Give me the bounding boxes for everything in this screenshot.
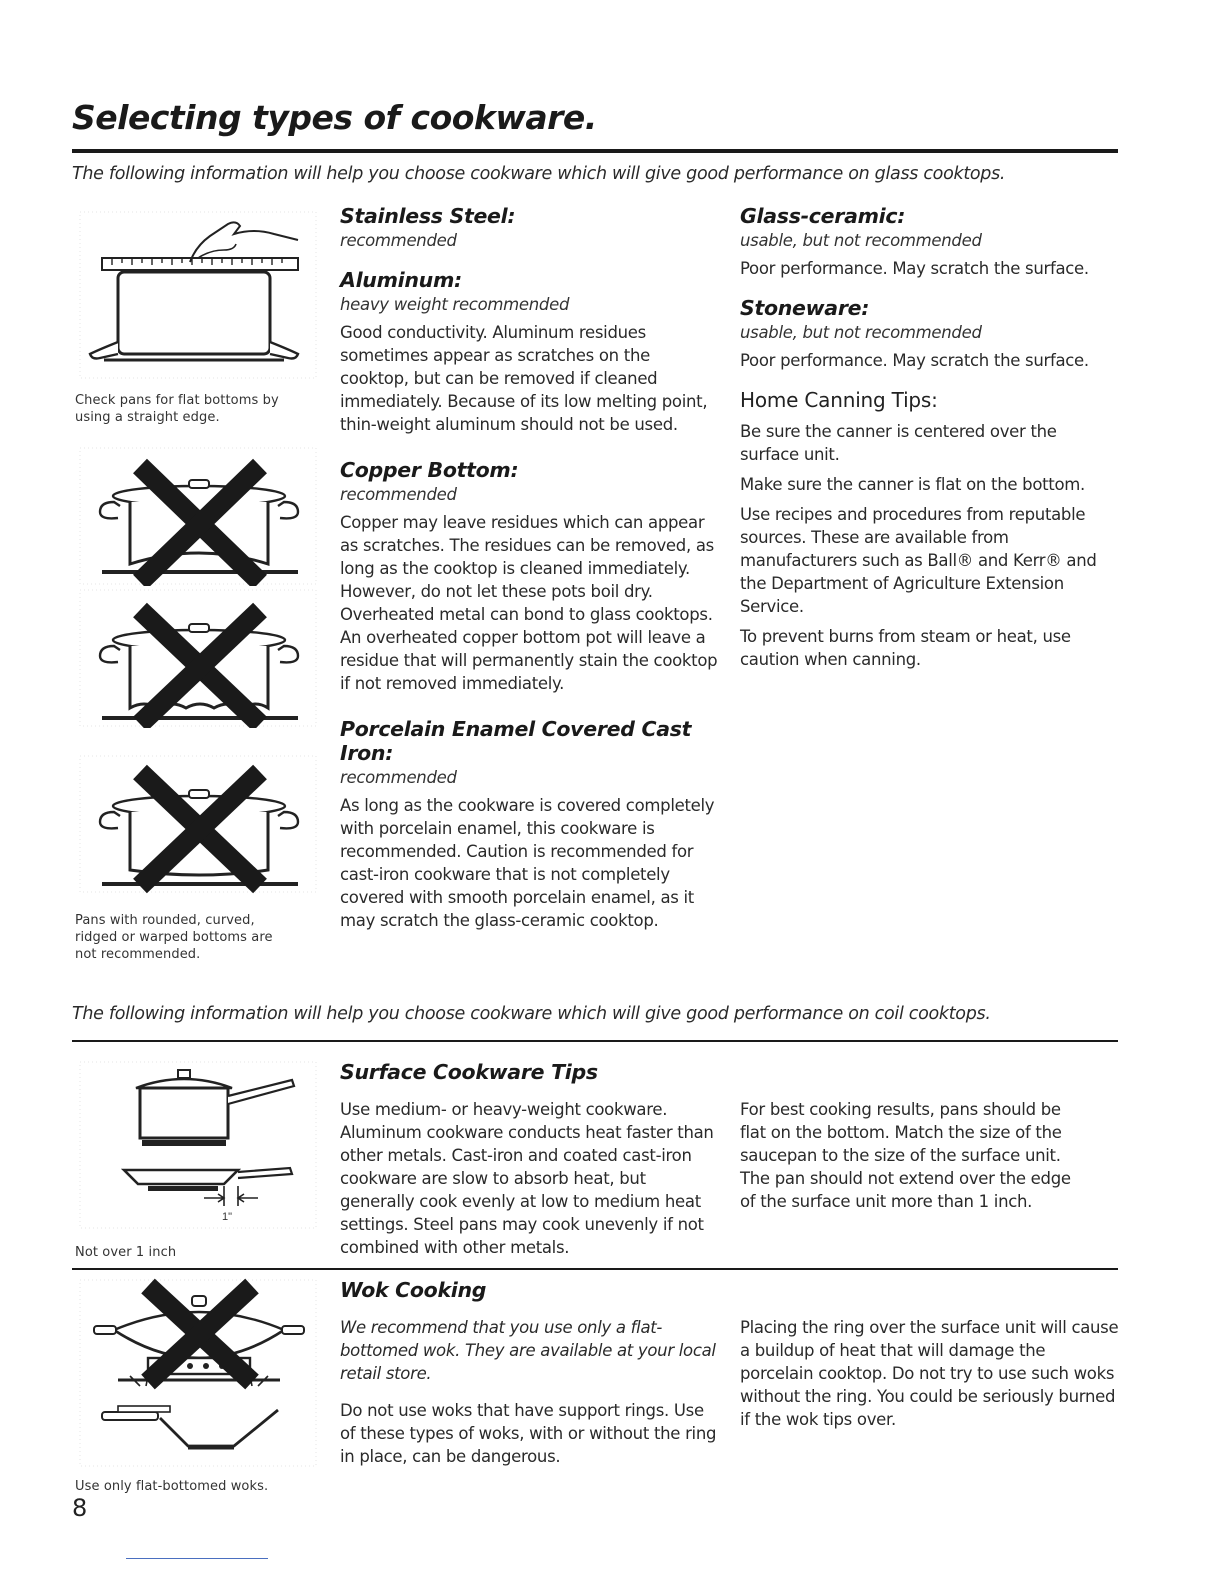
canning-tip: To prevent burns from steam or heat, use caution when canning.: [740, 627, 1071, 669]
stainless-steel-title: Stainless Steel:: [340, 204, 516, 228]
wok-title: Wok Cooking: [340, 1278, 487, 1302]
aluminum-sub: heavy weight recommended: [340, 295, 570, 314]
glass-ceramic-text: Poor performance. May scratch the surface.: [740, 259, 1089, 278]
wok-illustration: [78, 1278, 318, 1468]
page-number: 8: [72, 1494, 88, 1522]
copper-bottom-section: [340, 458, 720, 695]
glass-ceramic-sub: usable, but not recommended: [740, 231, 982, 250]
aluminum-title: Aluminum:: [340, 268, 462, 292]
wok-ring-warning: Do not use woks that have support rings. Use of these types of woks, with or without the ring in place, can be dangerous.: [340, 1401, 717, 1466]
saucepan-icon: [178, 1070, 190, 1078]
copper-bottom-text: Copper may leave residues which can appear as scratches. The residues can be removed, as long as the cooktop is cleaned immediately. However, do not let these pots boil dry. Overheated metal can bond to glass cooktops. An overheated copper bottom pot will leave a residue that will permanently stain the cooktop if not removed immediately.: [340, 513, 718, 693]
wok-rule: [72, 1268, 1118, 1270]
glass-ceramic-title: Glass-ceramic:: [740, 204, 906, 228]
stoneware-section: [740, 296, 1120, 372]
wok-left-column: [340, 1316, 720, 1475]
coil-rule: [72, 1040, 1118, 1042]
flat-bottom-illustration: [78, 210, 318, 380]
flat-wok-icon: [160, 1410, 278, 1446]
wok-recommend-text: We recommend that you use only a flat-bottomed wok. They are available at your local retail store.: [340, 1318, 716, 1383]
surface-tips-title: Surface Cookware Tips: [340, 1060, 598, 1084]
page-title: Selecting types of cookware.: [72, 98, 597, 137]
canning-tip: Use recipes and procedures from reputable sources. These are available from manufacturers such as Ball® and Kerr® and the Department of Agriculture Extension Service.: [740, 505, 1097, 616]
wok-right-text: Placing the ring over the surface unit will cause a buildup of heat that will damage the porcelain cooktop. Do not try to use such woks without the ring. You could be seriously burned if the wok tips over.: [740, 1318, 1119, 1429]
canning-tip: Make sure the canner is flat on the bottom.: [740, 475, 1085, 494]
aluminum-text: Good conductivity. Aluminum residues sometimes appear as scratches on the cooktop, but can be removed if cleaned immediately. Because of its low melting point, thin-weight aluminum should not be used.: [340, 323, 708, 434]
warped-pan-illustration-1: [78, 446, 318, 586]
copper-bottom-sub: recommended: [340, 485, 457, 504]
glass-right-column: [740, 204, 1120, 683]
glass-intro: The following information will help you choose cookware which will give good performance on glass cooktops.: [72, 164, 1006, 184]
footer-link-line: [126, 1558, 268, 1559]
caption-flat-bottom: Check pans for flat bottoms by using a straight edge.: [75, 393, 279, 425]
warped-pan-illustration-2: [78, 588, 318, 728]
dimension-label: 1": [222, 1211, 233, 1223]
porcelain-title: Porcelain Enamel Covered Cast Iron:: [340, 717, 692, 765]
canning-title: Home Canning Tips:: [740, 388, 938, 412]
copper-bottom-title: Copper Bottom:: [340, 458, 519, 482]
aluminum-section: [340, 268, 720, 436]
canning-tip: Be sure the canner is centered over the surface unit.: [740, 422, 1057, 464]
warped-pan-illustration-3: [78, 754, 318, 894]
dimension-arrow-icon: [204, 1194, 224, 1202]
caption-flat-wok: Use only flat-bottomed woks.: [75, 1479, 269, 1494]
pan-icon: [118, 272, 270, 354]
stoneware-sub: usable, but not recommended: [740, 323, 982, 342]
title-rule: [72, 149, 1118, 153]
glass-middle-column: [340, 204, 720, 944]
glass-ceramic-section: [740, 204, 1120, 280]
skillet-icon: [124, 1170, 238, 1184]
hand-icon: [190, 222, 298, 262]
pan-size-illustration: [78, 1060, 318, 1230]
porcelain-sub: recommended: [340, 768, 457, 787]
caption-not-over-inch: Not over 1 inch: [75, 1245, 177, 1260]
canning-section: [740, 388, 1120, 671]
caption-rounded-bottoms: Pans with rounded, curved, ridged or warped bottoms are not recommended.: [75, 913, 273, 962]
porcelain-section: [340, 717, 720, 932]
stoneware-title: Stoneware:: [740, 296, 870, 320]
stoneware-text: Poor performance. May scratch the surface.: [740, 351, 1089, 370]
porcelain-text: As long as the cookware is covered completely with porcelain enamel, this cookware is recommended. Caution is recommended for cast-iron cookware that is not completely covered with smooth porcelain enamel, as it may scratch the glass-ceramic cooktop.: [340, 796, 715, 930]
coil-intro: The following information will help you choose cookware which will give good performance on coil cooktops.: [72, 1004, 991, 1024]
surface-tips-right: For best cooking results, pans should be flat on the bottom. Match the size of the saucepan to the size of the surface unit. The pan should not extend over the edge of the surface unit more than 1 inch.: [740, 1100, 1071, 1211]
stainless-steel-sub: recommended: [340, 231, 457, 250]
surface-tips-left: Use medium- or heavy-weight cookware. Aluminum cookware conducts heat faster than other metals. Cast-iron and coated cast-iron cookware are slow to absorb heat, but generally cook evenly at low to medium heat settings. Steel pans may cook unevenly if not combined with other metals.: [340, 1100, 714, 1257]
stainless-steel-section: [340, 204, 720, 250]
